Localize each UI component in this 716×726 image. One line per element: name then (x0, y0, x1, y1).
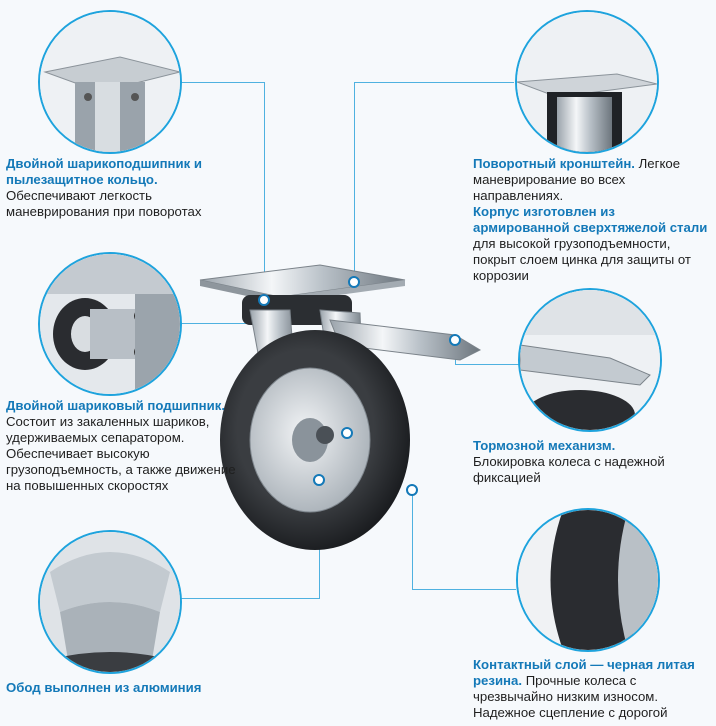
leader-line (412, 589, 516, 590)
callout-bottom-left (6, 680, 246, 696)
rubber-tread-detail-icon (516, 508, 660, 652)
leader-line (180, 598, 320, 599)
swivel-bracket-detail-icon (515, 10, 659, 154)
callout-title: Поворотный кронштейн. (473, 156, 635, 171)
callout-top-right (473, 156, 711, 284)
callout-body: Прочные колеса с чрезвычайно низким износом. Надежное сцепление с дорогой (473, 673, 668, 720)
plate-bearing-detail-icon (38, 10, 182, 154)
callout-title: Тормозной механизм. (473, 438, 616, 453)
callout-body: Легкое маневрирование во всех направлениях. (473, 156, 681, 203)
callout-mid-left (6, 398, 246, 494)
callout-title: Двойной шариковый подшипник. (6, 398, 226, 413)
leader-line (354, 82, 355, 282)
callout-mid-right (473, 438, 711, 486)
callout-body: Блокировка колеса с надежной фиксацией (473, 454, 665, 485)
callout-title: Контактный слой — черная литая резина. (473, 657, 695, 688)
leader-line (180, 82, 265, 83)
leader-line (354, 82, 514, 83)
callout-title: Обод выполнен из алюминия (6, 680, 202, 695)
ball-bearing-detail-icon (38, 252, 182, 396)
callout-body: Обеспечивают легкость маневрирования при поворотах (6, 188, 202, 219)
callout-bottom-right (473, 657, 711, 721)
callout-title-2: Корпус изготовлен из армированной сверхтяжелой стали (473, 204, 708, 235)
callout-title: Двойной шарикоподшипник и пылезащитное кольцо. (6, 156, 202, 187)
brake-detail-icon (518, 288, 662, 432)
callout-top-left (6, 156, 236, 220)
callout-body-2: для высокой грузоподъемности, покрыт слоем цинка для защиты от коррозии (473, 236, 691, 283)
aluminium-rim-detail-icon (38, 530, 182, 674)
callout-body: Состоит из закаленных шариков, удерживаемых сепаратором. Обеспечивает высокую грузоподъемность, а также движение на повышенных скоростях (6, 414, 236, 493)
